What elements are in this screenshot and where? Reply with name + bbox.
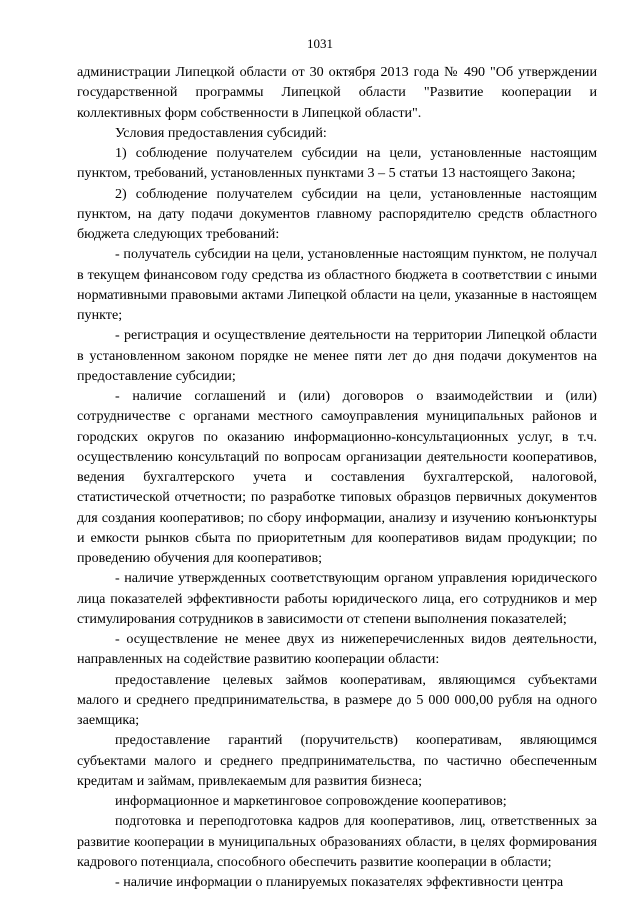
paragraph: Условия предоставления субсидий: (115, 124, 327, 141)
paragraph: 2) соблюдение получателем субсидии на цели, установленные настоящим пунктом, на дату подачи документов главному распорядителю средств областного бюджета следующих требований: (77, 185, 597, 242)
paragraph: - регистрация и осуществление деятельности на территории Липецкой области в установленном законом порядке не менее пяти лет до дня подачи документов на предоставление субсидии; (77, 327, 597, 384)
page-number: 1031 (307, 36, 333, 51)
paragraph: информационное и маркетинговое сопровождение кооперативов; (115, 793, 507, 809)
paragraph: предоставление целевых займов кооперативам, являющимся субъектами малого и среднего предпринимательства, в размере до 5 000 000,00 рубля на одного заемщика; (77, 671, 597, 728)
paragraph: администрации Липецкой области от 30 октября 2013 года № 490 "Об утверждении государственной программы Липецкой области "Развитие кооперации и коллективных форм собственности в Липецкой области". (77, 64, 597, 121)
paragraph: - наличие информации о планируемых показателях эффективности центра (115, 874, 564, 890)
paragraph: - наличие утвержденных соответствующим органом управления юридического лица показателей эффективности работы юридического лица, его сотрудников и мер стимулирования сотрудников в зависимости от степени выполнения показателей; (77, 570, 597, 627)
paragraph: - получатель субсидии на цели, установленные настоящим пунктом, не получал в текущем финансовом году средства из областного бюджета в соответствии с иными нормативными правовыми актами Липецкой области на цели, указанные в настоящем пункте; (77, 246, 597, 323)
paragraph: подготовка и переподготовка кадров для кооперативов, лиц, ответственных за развитие кооперации в муниципальных образованиях области, в целях формирования кадрового потенциала, способного обеспечить развитие кооперации в области; (77, 813, 597, 870)
document-body (77, 62, 597, 892)
paragraph: - осуществление не менее двух из нижеперечисленных видов деятельности, направленных на содействие развитию кооперации области: (77, 631, 597, 668)
paragraph: - наличие соглашений и (или) договоров о взаимодействии и (или) сотрудничестве с органами местного самоуправления муниципальных районов и городских округов по оказанию информационно-консультационных услуг, в т.ч. осуществлению консультаций по вопросам организации деятельности кооперативов, ведения бухгалтерского учета и составления бухгалтерской, налоговой, статистической отчетности; по разработке типовых образцов первичных документов для создания кооперативов; по сбору информации, анализу и изучению конъюнктуры и емкости рынков сбыта по приоритетным для кооперативов видам продукции; по проведению обучения для кооперативов; (77, 388, 597, 566)
paragraph: предоставление гарантий (поручительств) кооперативам, являющимся субъектами малого и среднего предпринимательства, по частично обеспеченным кредитам и займам, привлекаемым для развития бизнеса; (77, 732, 597, 789)
paragraph: 1) соблюдение получателем субсидии на цели, установленные настоящим пунктом, требований, установленных пунктами 3 – 5 статьи 13 настоящего Закона; (77, 145, 597, 182)
